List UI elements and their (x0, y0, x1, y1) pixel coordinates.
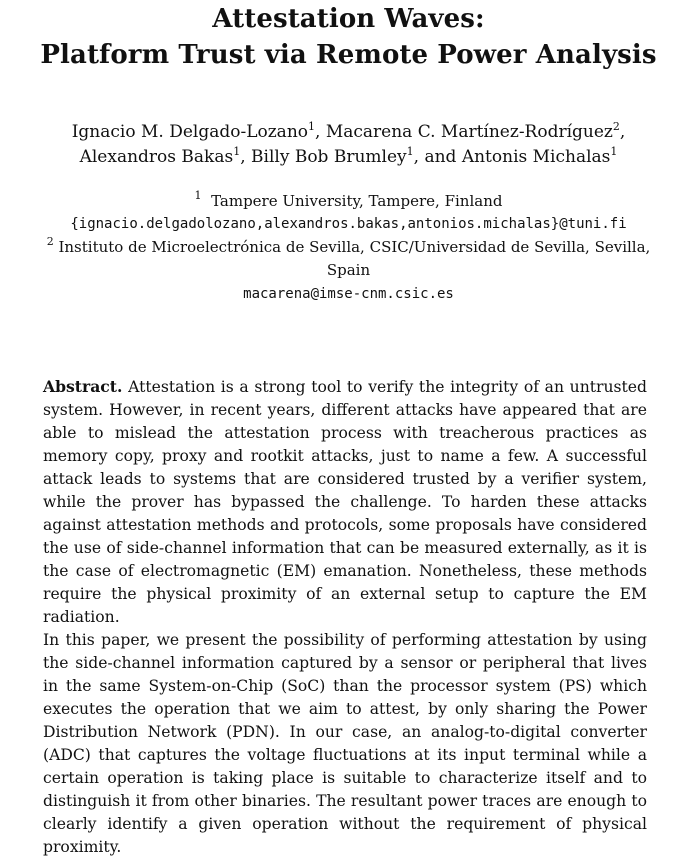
paper-title-line-1: Attestation Waves: (212, 4, 485, 34)
author-affiliation-mark: 1 (308, 120, 316, 133)
paper-title-line-2: Platform Trust via Remote Power Analysis (40, 40, 657, 70)
author-affiliation-mark: 1 (610, 145, 618, 158)
abstract-heading: Abstract. (43, 377, 123, 396)
author-affiliation-mark: 2 (612, 120, 620, 133)
affiliation-1-email: {ignacio.delgadolozano,alexandros.bakas,antonios.michalas}@tuni.fi (70, 216, 627, 232)
affiliation-text: Instituto de Microelectrónica de Sevilla, CSIC/Universidad de Sevilla, Sevilla, (58, 238, 651, 256)
author-name: Antonis Michalas (461, 147, 611, 167)
author-separator: , (240, 147, 252, 167)
author-affiliation-mark: 1 (406, 145, 414, 158)
affiliation-2 (0, 236, 697, 258)
authors-line-2 (0, 145, 697, 169)
author-affiliation-mark: 1 (233, 145, 241, 158)
author-separator: , (315, 122, 326, 142)
affiliation-2-email: macarena@imse-cnm.csic.es (243, 286, 454, 302)
abstract-paragraph-2: In this paper, we present the possibility of performing attestation by using the side-channel information captured by a sensor or peripheral that lives in the same System-on-Chip (SoC) than the processor system (PS) which executes the operation that we aim to attest, by only sharing the Power Distribution Network (PDN). In our case, an analog-to-digital converter (ADC) that captures the voltage fluctuations at its input terminal while a certain operation is taking place is suitable to characterize itself and to distinguish it from other binaries. The resultant power traces are enough to clearly identify a given operation without the requirement of physical proximity. (43, 631, 647, 856)
abstract-paragraph-1 (43, 375, 647, 629)
author-separator: , (619, 122, 626, 142)
author-name: Macarena C. Martínez-Rodríguez (325, 122, 613, 142)
affiliation-1 (0, 190, 697, 212)
affiliation-2-continued: Spain (326, 261, 371, 279)
abstract-text: Attestation is a strong tool to verify the integrity of an untrusted system. However, in recent years, different attacks have appeared that are able to mislead the attestation process with treacherous practices as memory copy, proxy and rootkit attacks, just to name a few. A successful attack leads to systems that are considered trusted by a verifier system, while the prover has bypassed the challenge. To harden these attacks against attestation methods and protocols, some proposals have considered the use of side-channel information that can be measured externally, as it is the case of electromagnetic (EM) emanation. Nonetheless, these methods require the physical proximity of an external setup to capture the EM radiation. (43, 378, 647, 626)
author-name: Ignacio M. Delgado-Lozano (71, 122, 309, 142)
author-name: Alexandros Bakas (79, 147, 234, 167)
author-name: Billy Bob Brumley (251, 147, 407, 167)
affiliation-mark: 1 (194, 189, 202, 202)
affiliation-text: Tampere University, Tampere, Finland (211, 192, 503, 210)
author-separator: , and (413, 147, 462, 167)
affiliation-mark: 2 (46, 235, 54, 248)
abstract (43, 375, 647, 859)
authors-line-1 (0, 120, 697, 144)
